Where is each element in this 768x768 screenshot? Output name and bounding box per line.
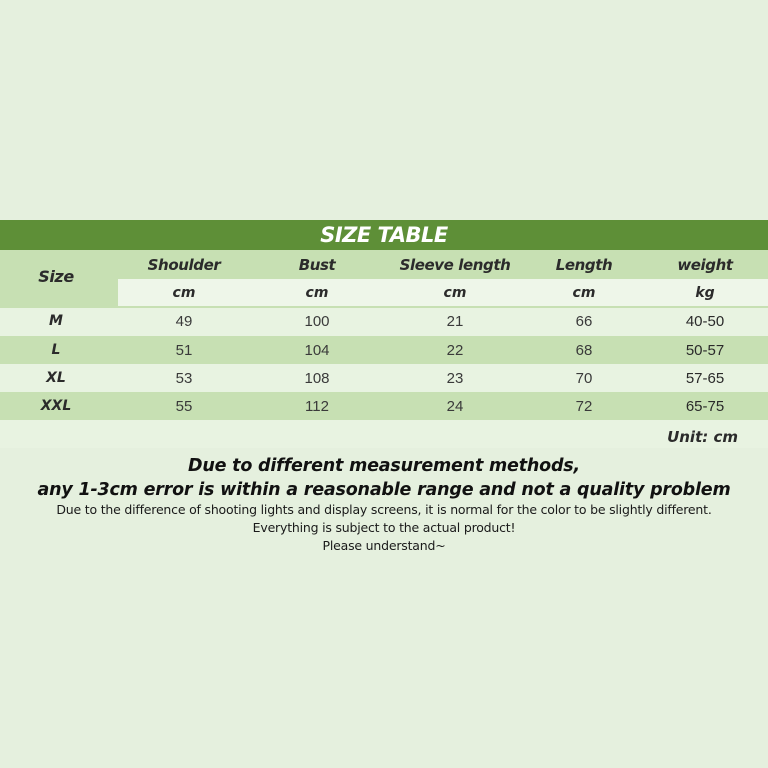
- notice-heading-line-2: any 1-3cm error is within a reasonable range and not a quality problem: [37, 480, 731, 500]
- notice-heading-line-1: Due to different measurement methods,: [188, 456, 580, 476]
- column-unit-weight: kg: [695, 285, 715, 301]
- title-bar: [0, 220, 768, 250]
- cell-weight: 57-65: [685, 370, 725, 387]
- notice-line-3: Due to the difference of shooting lights and display screens, it is normal for the color to be slightly different.: [56, 502, 712, 517]
- cell-bust: 108: [304, 370, 330, 387]
- cell-length: 72: [575, 398, 593, 415]
- unit-footer-band: [0, 420, 768, 448]
- row-size-label: L: [51, 342, 61, 358]
- cell-length: 68: [575, 342, 593, 359]
- cell-sleeve-length: 21: [446, 313, 464, 330]
- column-header-sleeve-length: Sleeve length: [399, 256, 511, 274]
- column-header-length: Length: [555, 256, 613, 274]
- table-row: [0, 336, 768, 364]
- table-row: [0, 308, 768, 336]
- cell-shoulder: 51: [175, 342, 193, 359]
- cell-shoulder: 53: [175, 370, 193, 387]
- size-column-header: Size: [38, 267, 74, 286]
- row-size-label: XL: [46, 370, 66, 386]
- cell-shoulder: 49: [175, 313, 193, 330]
- notice-line-4: Everything is subject to the actual product!: [252, 520, 516, 535]
- column-header-weight: weight: [677, 256, 733, 274]
- column-unit-bust: cm: [305, 285, 329, 301]
- row-size-label: M: [49, 313, 63, 329]
- cell-length: 70: [575, 370, 593, 387]
- cell-bust: 104: [304, 342, 330, 359]
- column-header-shoulder: Shoulder: [147, 256, 221, 274]
- column-unit-shoulder: cm: [172, 285, 196, 301]
- cell-bust: 100: [304, 313, 330, 330]
- cell-weight: 65-75: [685, 398, 725, 415]
- cell-shoulder: 55: [175, 398, 193, 415]
- table-row: [0, 364, 768, 392]
- cell-sleeve-length: 24: [446, 398, 464, 415]
- table-row: [0, 392, 768, 420]
- cell-weight: 50-57: [685, 342, 725, 359]
- cell-length: 66: [575, 313, 593, 330]
- unit-note: Unit: cm: [667, 428, 738, 446]
- cell-sleeve-length: 22: [446, 342, 464, 359]
- column-header-bust: Bust: [298, 256, 336, 274]
- notice-line-5: Please understand~: [322, 538, 446, 553]
- table-title: SIZE TABLE: [320, 223, 448, 247]
- row-size-label: XXL: [40, 398, 72, 414]
- cell-sleeve-length: 23: [446, 370, 464, 387]
- column-unit-sleeve-length: cm: [443, 285, 467, 301]
- cell-bust: 112: [305, 398, 329, 415]
- column-unit-length: cm: [572, 285, 596, 301]
- cell-weight: 40-50: [685, 313, 725, 330]
